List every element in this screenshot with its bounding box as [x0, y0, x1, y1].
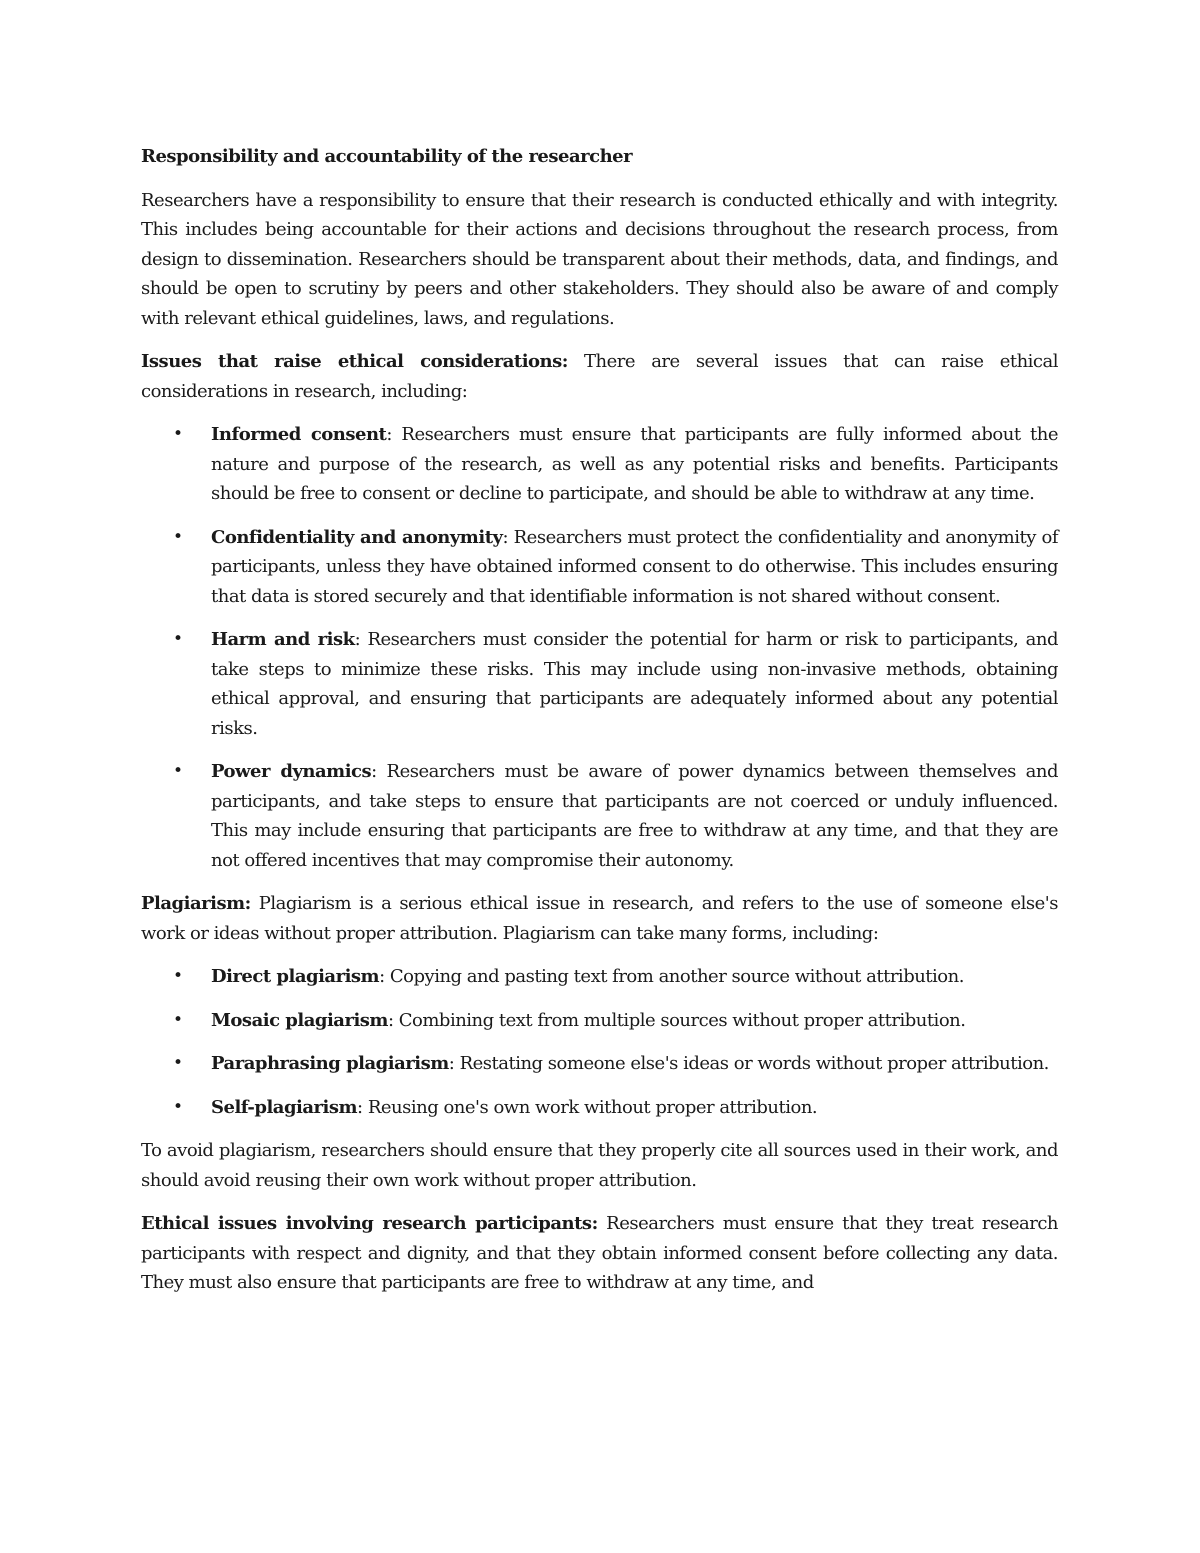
- bullet-icon: •: [173, 424, 183, 444]
- document-page: [141, 142, 1058, 1312]
- participants-paragraph: [141, 1209, 1058, 1298]
- intro-paragraph: Researchers have a responsibility to ensure that their research is conducted ethically and with integrity. This includes being accountable for their actions and decisions throughout the research process, from design to dissemination. Researchers should be transparent about their methods, data, and findings, and should be open to scrutiny by peers and other stakeholders. They should also be aware of and comply with relevant ethical guidelines, laws, and regulations.: [141, 189, 1058, 329]
- list-item-text: : Researchers must protect the confidentiality and anonymity of participants, unless they have obtained informed consent to do otherwise. This includes ensuring that data is stored securely and that identifiable information is not shared without consent.: [211, 526, 1058, 607]
- list-item: [141, 962, 1058, 992]
- plagiarism-list: [141, 962, 1058, 1122]
- list-item: [141, 1093, 1058, 1123]
- bullet-icon: •: [173, 526, 183, 547]
- list-item-text: : Reusing one's own work without proper attribution.: [357, 1096, 818, 1118]
- list-item: [141, 757, 1058, 875]
- list-item: [141, 420, 1058, 509]
- list-item-text: : Restating someone else's ideas or words without proper attribution.: [448, 1053, 1049, 1074]
- list-item-text: : Combining text from multiple sources without proper attribution.: [387, 1009, 966, 1031]
- bullet-icon: •: [173, 966, 183, 986]
- list-item: [141, 1006, 1058, 1036]
- list-item-term: Self-plagiarism: [211, 1096, 358, 1118]
- plagiarism-text: Plagiarism is a serious ethical issue in research, and refers to the use of someone else's work or ideas without proper attribution. Plagiarism can take many forms, including:: [141, 893, 1058, 944]
- issues-list: [141, 420, 1058, 875]
- list-item: [141, 523, 1058, 612]
- participants-text: Researchers must ensure that they treat research participants with respect and dignity, and that they obtain informed consent before collecting any data. They must also ensure that participants are free to withdraw at any time, and: [141, 1213, 1058, 1293]
- bullet-icon: •: [173, 1096, 183, 1117]
- list-item-term: Confidentiality and anonymity: [211, 526, 503, 548]
- list-item-term: Harm and risk: [211, 629, 355, 650]
- list-item: [141, 1049, 1058, 1079]
- list-item-term: Power dynamics: [211, 761, 372, 782]
- list-item-text: : Copying and pasting text from another source without attribution.: [379, 966, 964, 987]
- list-item-term: Direct plagiarism: [211, 966, 380, 987]
- bullet-icon: •: [173, 629, 183, 649]
- list-item-term: Paraphrasing plagiarism: [211, 1053, 449, 1074]
- plagiarism-lead: Plagiarism:: [141, 893, 251, 914]
- participants-lead: Ethical issues involving research participants:: [141, 1213, 598, 1234]
- list-item: [141, 625, 1058, 743]
- section-heading: Responsibility and accountability of the researcher: [141, 146, 633, 167]
- bullet-icon: •: [173, 761, 183, 781]
- bullet-icon: •: [173, 1009, 183, 1030]
- plagiarism-closing-paragraph: To avoid plagiarism, researchers should ensure that they properly cite all sources used in their work, and should avoid reusing their own work without proper attribution.: [141, 1140, 1058, 1191]
- list-item-text: : Researchers must consider the potential for harm or risk to participants, and take steps to minimize these risks. This may include using non-invasive methods, obtaining ethical approval, and ensuring that participants are adequately informed about any potential risks.: [211, 629, 1058, 739]
- issues-paragraph: [141, 347, 1058, 406]
- issues-lead: Issues that raise ethical considerations:: [141, 351, 568, 372]
- bullet-icon: •: [173, 1053, 183, 1073]
- plagiarism-paragraph: [141, 889, 1058, 948]
- list-item-text: : Researchers must ensure that participants are fully informed about the nature and purpose of the research, as well as any potential risks and benefits. Participants should be free to consent or decline to participate, and should be able to withdraw at any time.: [211, 424, 1059, 504]
- list-item-term: Mosaic plagiarism: [211, 1009, 388, 1031]
- list-item-term: Informed consent: [211, 424, 387, 445]
- issues-text: There are several issues that can raise ethical considerations in research, including:: [141, 351, 1058, 402]
- list-item-text: : Researchers must be aware of power dynamics between themselves and participants, and take steps to ensure that participants are not coerced or unduly influenced. This may include ensuring that participants are free to withdraw at any time, and that they are not offered incentives that may compromise their autonomy.: [211, 761, 1058, 871]
